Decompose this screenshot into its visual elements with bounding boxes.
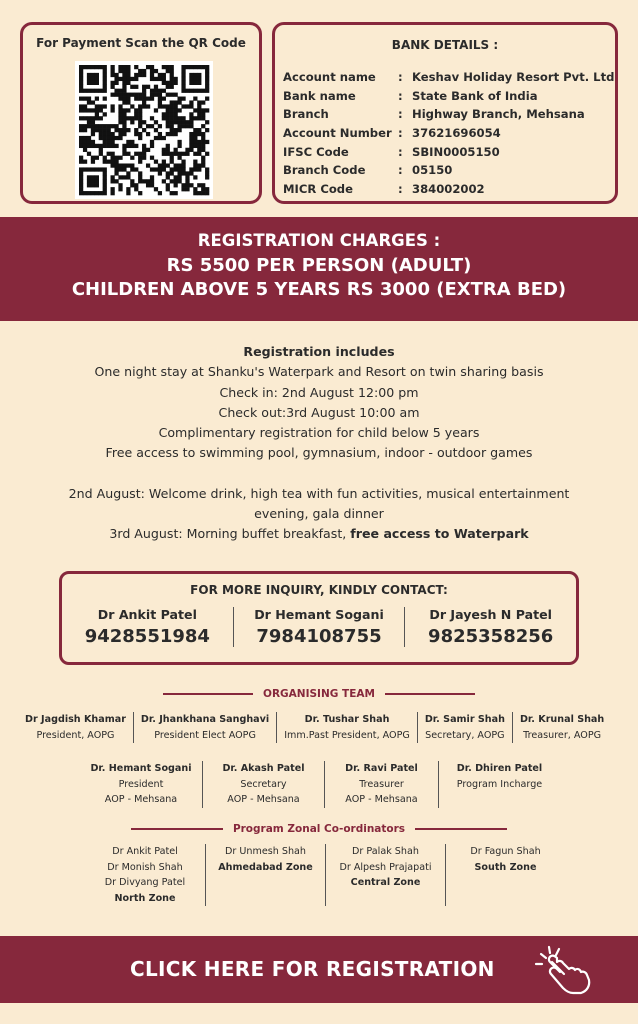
member-name: Dr. Tushar Shah bbox=[304, 714, 390, 725]
bank-value: SBIN0005150 bbox=[412, 144, 500, 159]
qr-panel bbox=[20, 22, 262, 204]
team-member bbox=[133, 712, 276, 743]
member-name: Dr. Akash Patel bbox=[222, 763, 305, 774]
payment-qr-code[interactable] bbox=[75, 61, 213, 199]
colon: : bbox=[398, 107, 403, 122]
team-member bbox=[80, 761, 202, 808]
bank-label: Account Number bbox=[283, 126, 392, 141]
registration-charges-banner bbox=[0, 217, 638, 321]
member-role: Secretary bbox=[240, 778, 287, 790]
team-member bbox=[324, 761, 438, 808]
contact-name: Dr Ankit Patel bbox=[97, 607, 197, 622]
bank-details-list bbox=[283, 68, 614, 198]
coordinator-name: Dr Palak Shah bbox=[352, 846, 419, 857]
member-role: Imm.Past President, AOPG bbox=[284, 729, 410, 741]
contact-name: Dr Jayesh N Patel bbox=[429, 607, 552, 622]
member-role: President, AOPG bbox=[36, 729, 115, 741]
coordinator-name: Dr Fagun Shah bbox=[470, 846, 541, 857]
contact-name: Dr Hemant Sogani bbox=[254, 607, 384, 622]
member-role: President bbox=[118, 778, 164, 790]
qr-title: For Payment Scan the QR Code bbox=[36, 36, 246, 50]
team-member bbox=[276, 712, 417, 743]
member-role: Secretary, AOPG bbox=[425, 729, 505, 741]
team-row-mehsana bbox=[80, 761, 560, 808]
zone-column bbox=[205, 844, 325, 906]
member-name: Dr Jagdish Khamar bbox=[25, 714, 126, 725]
divider bbox=[131, 828, 223, 830]
team-member bbox=[512, 712, 611, 743]
zonal-coordinators-heading bbox=[0, 823, 638, 835]
zone-name: North Zone bbox=[114, 892, 176, 904]
member-name: Dr. Dhiren Patel bbox=[456, 763, 543, 774]
member-org: AOP - Mehsana bbox=[104, 794, 178, 805]
member-role: Treasurer bbox=[359, 778, 404, 790]
zonal-coordinators-title: Program Zonal Co-ordinators bbox=[232, 823, 406, 835]
colon: : bbox=[398, 126, 403, 141]
contact-phone[interactable]: 7984108755 bbox=[256, 626, 382, 647]
registration-cta-label[interactable]: CLICK HERE FOR REGISTRATION bbox=[130, 957, 495, 981]
inquiry-contact-box bbox=[59, 571, 579, 665]
zone-column bbox=[325, 844, 445, 906]
coordinator-name: Dr Ankit Patel bbox=[112, 846, 178, 857]
registration-cta-button[interactable] bbox=[0, 936, 638, 1003]
contact-phone[interactable]: 9825358256 bbox=[428, 626, 554, 647]
bank-row-ifsc bbox=[283, 142, 614, 161]
bank-label: IFSC Code bbox=[283, 144, 349, 159]
coordinator-name: Dr Alpesh Prajapati bbox=[339, 861, 432, 873]
bank-label: Bank name bbox=[283, 88, 356, 103]
includes-item: Free access to swimming pool, gymnasium, indoor - outdoor games bbox=[105, 445, 533, 461]
divider bbox=[415, 828, 507, 830]
member-name: Dr. Hemant Sogani bbox=[90, 763, 192, 774]
organising-team-heading bbox=[0, 688, 638, 700]
zone-column bbox=[445, 844, 565, 906]
schedule-day-1: 2nd August: Welcome drink, high tea with fun activities, musical entertainment bbox=[68, 485, 570, 501]
bank-row-account-name bbox=[283, 68, 614, 87]
bank-value: 05150 bbox=[412, 163, 453, 178]
zone-column bbox=[85, 844, 205, 906]
bank-details-panel bbox=[272, 22, 618, 204]
bank-row-branch-code bbox=[283, 161, 614, 180]
schedule-day-2 bbox=[30, 524, 608, 544]
team-member bbox=[18, 712, 133, 743]
includes-item: Check out:3rd August 10:00 am bbox=[218, 404, 420, 420]
bank-value: 37621696054 bbox=[412, 126, 501, 141]
colon: : bbox=[398, 70, 403, 85]
colon: : bbox=[398, 144, 403, 159]
registration-includes bbox=[30, 342, 608, 545]
team-member bbox=[202, 761, 324, 808]
member-name: Dr. Krunal Shah bbox=[519, 714, 605, 725]
contact-card bbox=[404, 607, 576, 647]
zone-name: South Zone bbox=[474, 861, 537, 873]
colon: : bbox=[398, 181, 403, 196]
bank-row-micr bbox=[283, 180, 614, 199]
schedule-day-2-highlight: free access to Waterpark bbox=[350, 526, 529, 542]
member-org: AOP - Mehsana bbox=[227, 794, 300, 805]
bank-value: Keshav Holiday Resort Pvt. Ltd bbox=[412, 70, 615, 85]
member-role: Treasurer, AOPG bbox=[523, 729, 602, 741]
divider bbox=[163, 693, 253, 695]
member-role: Program Incharge bbox=[456, 778, 543, 790]
adult-charge: RS 5500 PER PERSON (ADULT) bbox=[166, 255, 472, 276]
bank-value: State Bank of India bbox=[412, 88, 538, 103]
schedule-day-2-text: 3rd August: Morning buffet breakfast, bbox=[109, 526, 351, 542]
includes-item: One night stay at Shanku's Waterpark and Resort on twin sharing basis bbox=[94, 364, 544, 380]
organising-team-title: ORGANISING TEAM bbox=[263, 688, 375, 700]
zone-name: Ahmedabad Zone bbox=[218, 861, 313, 873]
bank-row-account-number bbox=[283, 124, 614, 143]
bank-value: 384002002 bbox=[412, 181, 485, 196]
registration-charges-title: REGISTRATION CHARGES : bbox=[197, 231, 441, 250]
member-name: Dr. Ravi Patel bbox=[345, 763, 418, 774]
schedule-day-1-cont: evening, gala dinner bbox=[254, 506, 384, 522]
bank-value: Highway Branch, Mehsana bbox=[412, 107, 585, 122]
team-member bbox=[417, 712, 512, 743]
inquiry-title: FOR MORE INQUIRY, KINDLY CONTACT: bbox=[190, 583, 448, 597]
payment-section bbox=[20, 22, 618, 204]
member-name: Dr. Samir Shah bbox=[424, 714, 505, 725]
zone-name: Central Zone bbox=[350, 877, 421, 888]
bank-label: MICR Code bbox=[283, 181, 353, 196]
team-row-aopg bbox=[18, 712, 611, 743]
bank-details-title: BANK DETAILS : bbox=[391, 38, 499, 52]
coordinator-name: Dr Unmesh Shah bbox=[225, 846, 306, 857]
colon: : bbox=[398, 88, 403, 103]
contact-phone[interactable]: 9428551984 bbox=[84, 626, 210, 647]
member-org: AOP - Mehsana bbox=[345, 794, 418, 805]
bank-label: Branch Code bbox=[283, 163, 366, 178]
member-name: Dr. Jhankhana Sanghavi bbox=[140, 714, 270, 725]
contact-card bbox=[62, 607, 233, 647]
coordinator-name: Dr Divyang Patel bbox=[104, 877, 186, 888]
includes-item: Complimentary registration for child below 5 years bbox=[158, 425, 480, 441]
divider bbox=[385, 693, 475, 695]
includes-heading: Registration includes bbox=[243, 344, 395, 359]
member-role: President Elect AOPG bbox=[154, 729, 256, 741]
contact-card bbox=[233, 607, 405, 647]
includes-item: Check in: 2nd August 12:00 pm bbox=[219, 384, 419, 400]
hand-pointer-click-icon[interactable] bbox=[533, 944, 593, 996]
bank-label: Branch bbox=[283, 107, 329, 122]
child-charge: CHILDREN ABOVE 5 YEARS RS 3000 (EXTRA BED) bbox=[71, 279, 567, 300]
bank-label: Account name bbox=[283, 70, 376, 85]
coordinator-name: Dr Monish Shah bbox=[107, 861, 183, 873]
bank-row-branch bbox=[283, 105, 614, 124]
bank-row-bank-name bbox=[283, 87, 614, 106]
zonal-coordinators-list bbox=[85, 844, 565, 906]
team-member bbox=[438, 761, 560, 808]
colon: : bbox=[398, 163, 403, 178]
